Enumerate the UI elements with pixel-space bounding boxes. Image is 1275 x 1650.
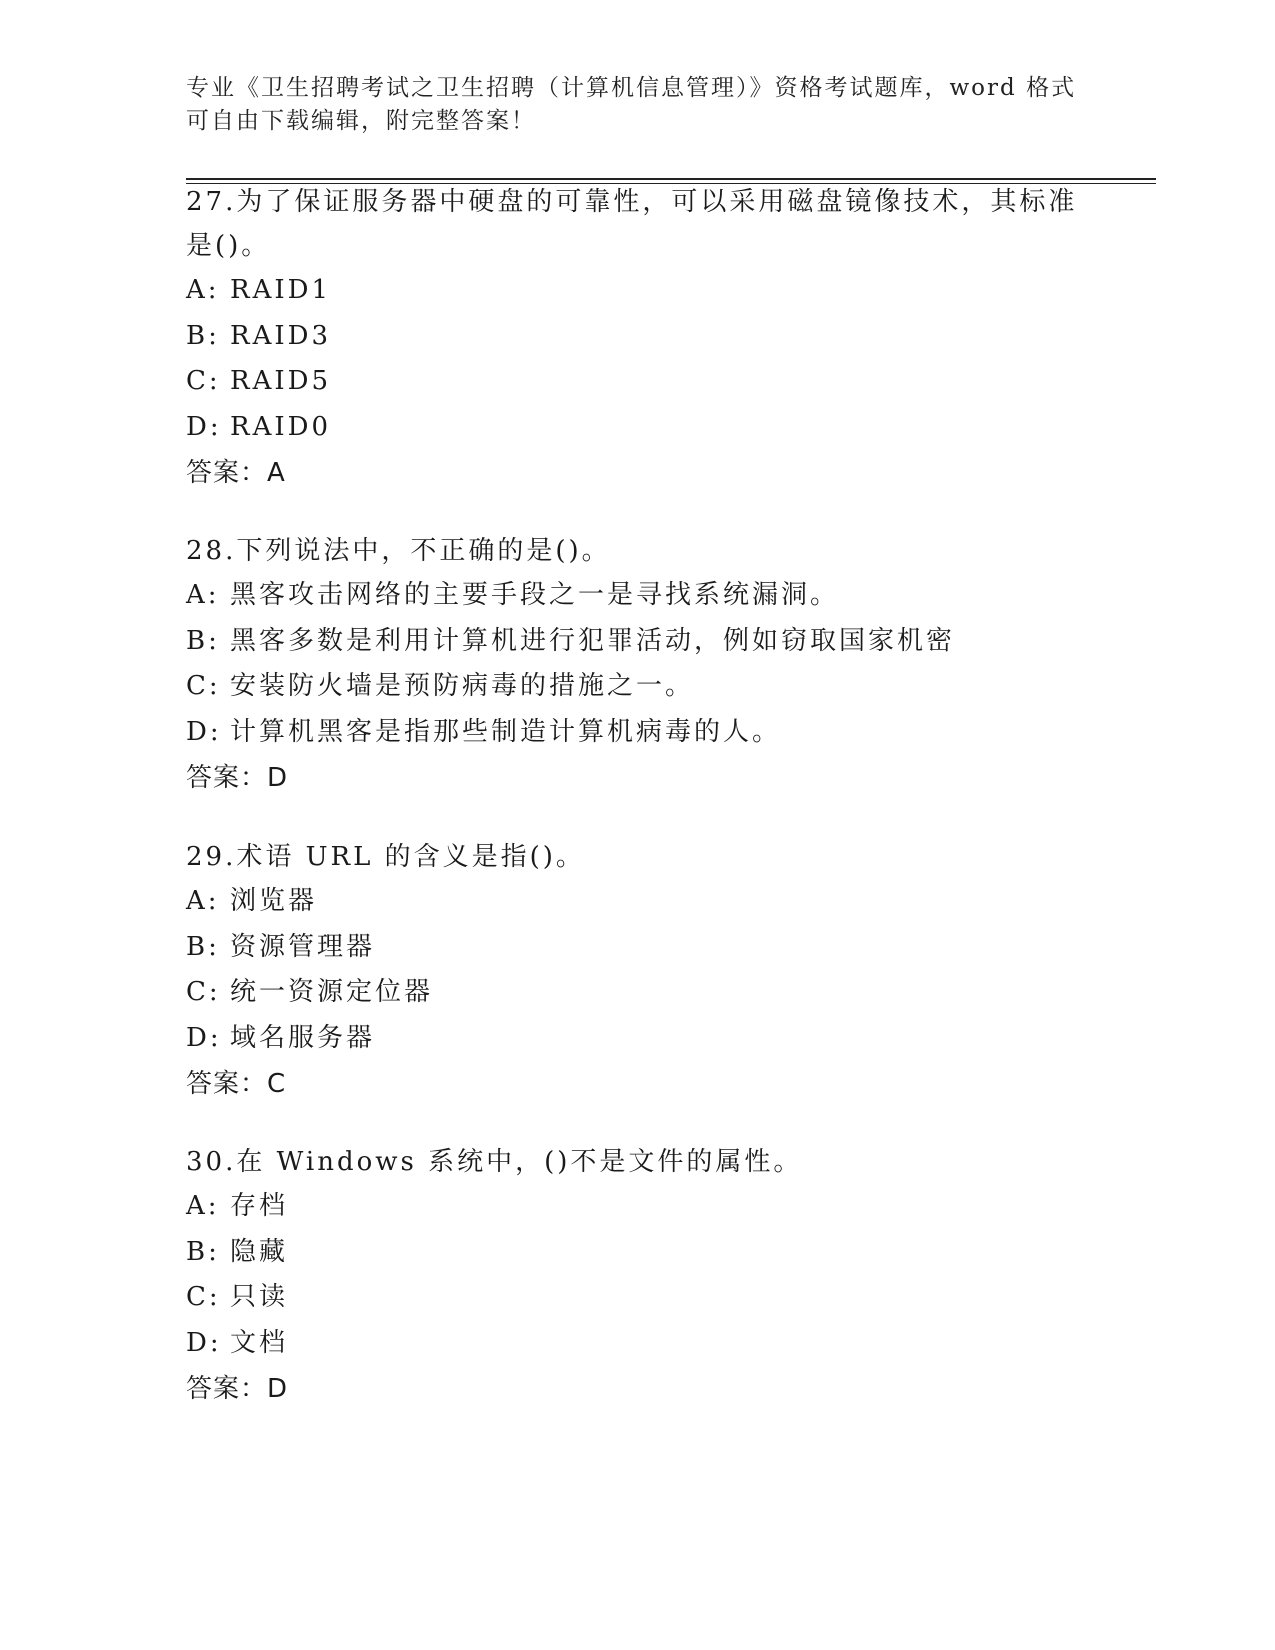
option-text: RAID1 [230,275,332,305]
option-letter: B: [186,931,220,962]
option-letter: D: [186,1327,222,1358]
question-28 [186,529,1156,801]
option-text: 计算机黑客是指那些制造计算机病毒的人。 [230,716,782,747]
option-text: 隐藏 [230,1236,289,1267]
option-d [186,1016,1156,1062]
option-text: 资源管理器 [230,931,376,962]
option-letter: D: [186,716,222,747]
option-letter: C: [186,1282,221,1312]
question-stem: 27.为了保证服务器中硬盘的可靠性，可以采用磁盘镜像技术，其标准 [186,187,1078,217]
option-text: 安装防火墙是预防病毒的措施之一。 [230,671,695,701]
option-text: 统一资源定位器 [230,977,434,1007]
option-a [186,879,1156,925]
option-text: RAID0 [230,411,332,442]
question-27 [186,180,1156,496]
option-c [186,970,1156,1016]
option-letter: C: [186,671,221,701]
question-29 [186,835,1156,1107]
answer-line: 答案：A [186,458,286,488]
option-letter: B: [186,320,220,351]
option-letter: A: [186,275,220,305]
option-c [186,359,1156,405]
option-text: RAID5 [230,366,332,396]
option-letter: B: [186,625,220,656]
question-stem: 29.术语 URL 的含义是指()。 [186,842,585,872]
option-text: 黑客攻击网络的主要手段之一是寻找系统漏洞。 [230,580,840,610]
option-text: RAID3 [230,320,332,351]
option-text: 黑客多数是利用计算机进行犯罪活动，例如窃取国家机密 [230,625,956,656]
option-c [186,664,1156,710]
option-b [186,925,1156,971]
answer-line: 答案：D [186,1374,289,1404]
answer-line: 答案：C [186,1069,287,1099]
option-d [186,1321,1156,1367]
option-letter: D: [186,1022,222,1053]
option-b [186,314,1156,360]
option-d [186,710,1156,756]
option-letter: B: [186,1236,220,1267]
option-a [186,573,1156,619]
option-d [186,405,1156,451]
question-stem: 30.在 Windows 系统中，()不是文件的属性。 [186,1147,803,1177]
option-letter: A: [186,580,220,610]
option-a [186,1184,1156,1230]
question-stem: 28.下列说法中，不正确的是()。 [186,536,611,566]
option-letter: D: [186,411,222,442]
option-text: 域名服务器 [230,1022,376,1053]
option-letter: C: [186,366,221,396]
option-letter: A: [186,886,220,916]
header-line-1: 专业《卫生招聘考试之卫生招聘（计算机信息管理）》资格考试题库，word 格式 [186,75,1077,101]
question-stem-continued: 是()。 [186,231,271,261]
option-text: 文档 [230,1327,289,1358]
document-header [186,72,1086,138]
option-a [186,268,1156,314]
answer-line: 答案：D [186,763,289,793]
option-text: 存档 [230,1191,289,1221]
option-b [186,1230,1156,1276]
option-letter: C: [186,977,221,1007]
question-30 [186,1140,1156,1412]
option-text: 只读 [230,1282,289,1312]
option-b [186,619,1156,665]
option-text: 浏览器 [230,886,318,916]
header-line-2: 可自由下载编辑，附完整答案！ [186,108,536,134]
option-letter: A: [186,1191,220,1221]
option-c [186,1275,1156,1321]
